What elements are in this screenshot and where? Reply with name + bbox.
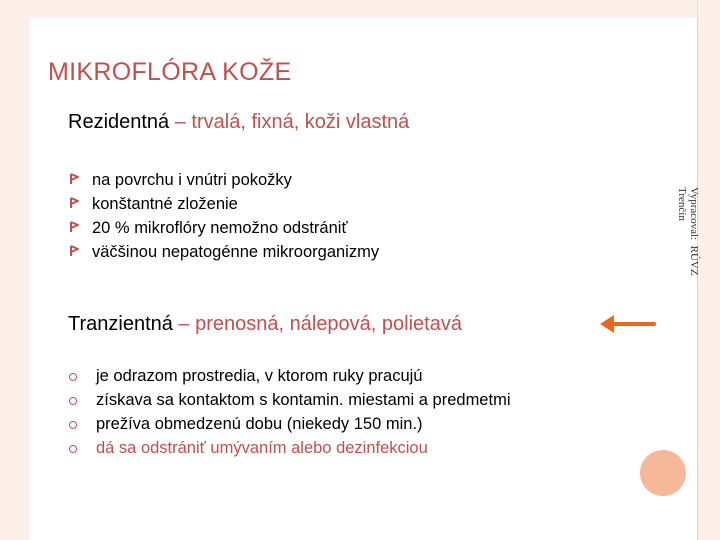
list-item-text: prežíva obmedzenú dobu (niekedy 150 min.) bbox=[96, 415, 423, 433]
list-item-text: 20 % mikroflóry nemožno odstrániť bbox=[92, 219, 348, 237]
list-item-text: konštantné zloženie bbox=[92, 195, 238, 213]
decorative-circle bbox=[640, 450, 686, 496]
list-item bbox=[68, 217, 379, 241]
circle-bullet-icon bbox=[69, 445, 77, 453]
resident-list bbox=[68, 169, 379, 265]
bullet-icon bbox=[68, 172, 80, 186]
slide-content-area bbox=[30, 18, 697, 540]
slide-title: MIKROFLÓRA KOŽE bbox=[48, 58, 292, 86]
resident-heading bbox=[68, 111, 409, 134]
list-item bbox=[68, 389, 510, 413]
bullet-icon bbox=[68, 220, 80, 234]
list-item bbox=[68, 437, 510, 461]
author-credit-line-2: Trenčín bbox=[676, 187, 688, 221]
list-item-text: dá sa odstrániť umývaním alebo dezinfekciou bbox=[96, 439, 428, 457]
transient-list bbox=[68, 365, 510, 461]
author-credit bbox=[676, 187, 700, 305]
list-item bbox=[68, 241, 379, 265]
list-item-text: je odrazom prostredia, v ktorom ruky pracujú bbox=[96, 367, 423, 385]
list-item-text: na povrchu i vnútri pokožky bbox=[92, 171, 292, 189]
list-item-text: získava sa kontaktom s kontamin. miestami a predmetmi bbox=[96, 391, 511, 409]
bullet-icon bbox=[68, 244, 80, 258]
circle-bullet-icon bbox=[69, 397, 77, 405]
resident-heading-term: Rezidentná bbox=[68, 111, 170, 133]
bullet-icon bbox=[68, 196, 80, 210]
circle-bullet-icon bbox=[69, 421, 77, 429]
transient-heading-description: – prenosná, nálepová, polietavá bbox=[172, 313, 462, 335]
list-item bbox=[68, 365, 510, 389]
resident-heading-description: – trvalá, fixná, koži vlastná bbox=[169, 111, 410, 133]
author-credit-line-1: Vypracoval: RÚVZ bbox=[688, 187, 700, 276]
list-item bbox=[68, 193, 379, 217]
left-arrow-icon bbox=[598, 312, 656, 336]
list-item bbox=[68, 169, 379, 193]
transient-heading bbox=[68, 313, 462, 336]
list-item bbox=[68, 413, 510, 437]
circle-bullet-icon bbox=[69, 373, 77, 381]
transient-heading-term: Tranzientná bbox=[68, 313, 173, 335]
list-item-text: väčšinou nepatogénne mikroorganizmy bbox=[92, 243, 380, 261]
